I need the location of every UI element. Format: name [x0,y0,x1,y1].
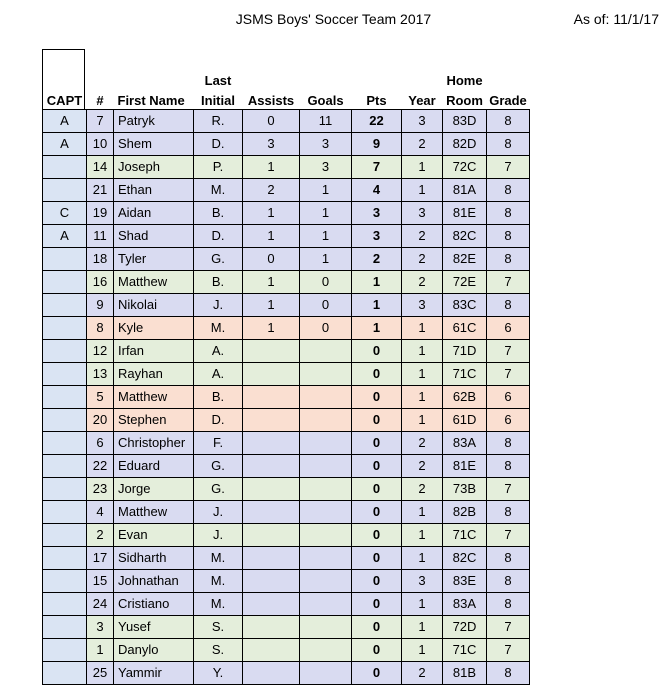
goals-cell [300,662,352,685]
grade-cell: 8 [487,294,530,317]
last-initial-cell: B. [194,271,243,294]
roster-table [42,69,530,685]
first-name-cell: Matthew [114,271,194,294]
number-cell: 19 [87,202,114,225]
year-cell: 1 [402,547,443,570]
pts-cell: 0 [352,639,402,662]
assists-cell [243,501,300,524]
year-cell: 1 [402,340,443,363]
table-row [43,294,530,317]
table-row [43,501,530,524]
goals-cell: 0 [300,294,352,317]
goals-cell [300,524,352,547]
grade-cell: 7 [487,524,530,547]
pts-cell: 0 [352,340,402,363]
table-row [43,570,530,593]
year-cell: 1 [402,524,443,547]
table-row [43,455,530,478]
first-name-cell: Evan [114,524,194,547]
home-room-cell: 83A [443,593,487,616]
goals-cell: 1 [300,202,352,225]
first-name-cell: Rayhan [114,363,194,386]
last-initial-cell: J. [194,294,243,317]
first-name-cell: Yammir [114,662,194,685]
table-row [43,386,530,409]
first-name-cell: Cristiano [114,593,194,616]
capt-cell [43,662,87,685]
col-header-capt: CAPT [46,93,83,108]
home-room-cell: 61C [443,317,487,340]
year-cell: 1 [402,639,443,662]
capt-cell [43,409,87,432]
first-name-cell: Danylo [114,639,194,662]
pts-cell: 4 [352,179,402,202]
assists-cell: 0 [243,110,300,133]
first-name-cell: Ethan [114,179,194,202]
home-room-cell: 83E [443,570,487,593]
goals-cell: 1 [300,248,352,271]
first-name-cell: Christopher [114,432,194,455]
first-name-cell: Matthew [114,501,194,524]
capt-cell [43,501,87,524]
table-row [43,202,530,225]
assists-cell [243,455,300,478]
goals-cell: 3 [300,133,352,156]
grade-cell: 8 [487,662,530,685]
number-cell: 5 [87,386,114,409]
table-row [43,639,530,662]
goals-cell [300,432,352,455]
grade-cell: 8 [487,225,530,248]
number-cell: 18 [87,248,114,271]
assists-cell: 3 [243,133,300,156]
year-cell: 2 [402,248,443,271]
first-name-cell: Shad [114,225,194,248]
number-cell: 2 [87,524,114,547]
capt-cell [43,248,87,271]
home-room-cell: 72D [443,616,487,639]
last-initial-cell: M. [194,547,243,570]
first-name-cell: Matthew [114,386,194,409]
home-room-cell: 71D [443,340,487,363]
number-cell: 10 [87,133,114,156]
col-header-assists: Assists [247,93,295,108]
pts-cell: 9 [352,133,402,156]
pts-cell: 0 [352,455,402,478]
assists-cell: 1 [243,225,300,248]
home-room-cell: 71C [443,639,487,662]
assists-cell [243,363,300,386]
assists-cell: 1 [243,271,300,294]
first-name-cell: Patryk [114,110,194,133]
pts-cell: 0 [352,363,402,386]
last-initial-cell: M. [194,179,243,202]
capt-cell [43,179,87,202]
home-room-cell: 72E [443,271,487,294]
last-initial-cell: P. [194,156,243,179]
col-header-grade: Grade [489,93,527,108]
col-header-goals: Goals [307,93,344,108]
goals-cell [300,593,352,616]
grade-cell: 7 [487,639,530,662]
year-cell: 1 [402,156,443,179]
first-name-cell: Aidan [114,202,194,225]
pts-cell: 0 [352,501,402,524]
pts-cell: 0 [352,409,402,432]
grade-cell: 6 [487,317,530,340]
pts-cell: 0 [352,570,402,593]
goals-cell [300,547,352,570]
home-room-cell: 82E [443,248,487,271]
grade-cell: 7 [487,271,530,294]
goals-cell [300,639,352,662]
first-name-cell: Eduard [114,455,194,478]
year-cell: 2 [402,432,443,455]
last-initial-cell: D. [194,133,243,156]
home-room-cell: 82D [443,133,487,156]
first-name-cell: Joseph [114,156,194,179]
year-cell: 1 [402,386,443,409]
goals-cell [300,616,352,639]
year-cell: 2 [402,662,443,685]
last-initial-cell: Y. [194,662,243,685]
first-name-cell: Tyler [114,248,194,271]
last-initial-cell: M. [194,570,243,593]
last-initial-cell: G. [194,248,243,271]
year-cell: 2 [402,133,443,156]
grade-cell: 7 [487,156,530,179]
assists-cell [243,409,300,432]
number-cell: 16 [87,271,114,294]
capt-cell: A [43,110,87,133]
assists-cell [243,340,300,363]
pts-cell: 0 [352,616,402,639]
capt-cell [43,478,87,501]
home-room-cell: 71C [443,524,487,547]
capt-cell [43,294,87,317]
year-cell: 1 [402,179,443,202]
last-initial-cell: D. [194,225,243,248]
first-name-cell: Yusef [114,616,194,639]
capt-cell [43,616,87,639]
table-row [43,248,530,271]
goals-cell [300,409,352,432]
col-header-home-top: Home [446,73,483,88]
goals-cell: 0 [300,317,352,340]
home-room-cell: 82C [443,547,487,570]
assists-cell [243,386,300,409]
capt-cell [43,570,87,593]
first-name-cell: Sidharth [114,547,194,570]
table-row [43,524,530,547]
pts-cell: 0 [352,478,402,501]
table-row [43,547,530,570]
grade-cell: 8 [487,110,530,133]
table-row [43,271,530,294]
home-room-cell: 82B [443,501,487,524]
pts-cell: 0 [352,593,402,616]
home-room-cell: 73B [443,478,487,501]
goals-cell: 1 [300,179,352,202]
home-room-cell: 61D [443,409,487,432]
first-name-cell: Shem [114,133,194,156]
assists-cell: 1 [243,156,300,179]
capt-cell: A [43,225,87,248]
pts-cell: 0 [352,547,402,570]
number-cell: 7 [87,110,114,133]
last-initial-cell: D. [194,409,243,432]
year-cell: 1 [402,616,443,639]
capt-cell [43,639,87,662]
year-cell: 3 [402,570,443,593]
last-initial-cell: M. [194,317,243,340]
year-cell: 2 [402,271,443,294]
last-initial-cell: B. [194,202,243,225]
year-cell: 3 [402,110,443,133]
number-cell: 8 [87,317,114,340]
first-name-cell: Johnathan [114,570,194,593]
capt-cell [43,340,87,363]
grade-cell: 8 [487,179,530,202]
year-cell: 2 [402,225,443,248]
table-row [43,225,530,248]
home-room-cell: 62B [443,386,487,409]
table-row [43,156,530,179]
capt-cell [43,363,87,386]
table-row [43,432,530,455]
last-initial-cell: F. [194,432,243,455]
table-row [43,593,530,616]
year-cell: 2 [402,478,443,501]
number-cell: 9 [87,294,114,317]
last-initial-cell: S. [194,616,243,639]
number-cell: 17 [87,547,114,570]
goals-cell: 3 [300,156,352,179]
number-cell: 3 [87,616,114,639]
number-cell: 14 [87,156,114,179]
capt-cell [43,156,87,179]
col-header-last-initial: Initial [201,93,235,108]
number-cell: 12 [87,340,114,363]
number-cell: 4 [87,501,114,524]
number-cell: 20 [87,409,114,432]
col-header-home-room: Room [446,93,483,108]
home-room-cell: 81E [443,202,487,225]
goals-cell: 0 [300,271,352,294]
year-cell: 3 [402,202,443,225]
home-room-cell: 81A [443,179,487,202]
first-name-cell: Nikolai [114,294,194,317]
capt-cell: C [43,202,87,225]
grade-cell: 8 [487,593,530,616]
pts-cell: 2 [352,248,402,271]
pts-cell: 1 [352,271,402,294]
assists-cell [243,432,300,455]
goals-cell [300,455,352,478]
pts-cell: 7 [352,156,402,179]
pts-cell: 0 [352,524,402,547]
capt-cell [43,386,87,409]
col-header-number: # [96,93,104,108]
number-cell: 23 [87,478,114,501]
goals-cell [300,478,352,501]
last-initial-cell: B. [194,386,243,409]
assists-cell: 2 [243,179,300,202]
grade-cell: 8 [487,501,530,524]
year-cell: 1 [402,593,443,616]
table-row [43,409,530,432]
home-room-cell: 81B [443,662,487,685]
page-title: JSMS Boys' Soccer Team 2017 [235,11,432,27]
goals-cell [300,386,352,409]
pts-cell: 3 [352,225,402,248]
capt-cell [43,547,87,570]
home-room-cell: 71C [443,363,487,386]
grade-cell: 6 [487,386,530,409]
last-initial-cell: J. [194,501,243,524]
year-cell: 2 [402,455,443,478]
capt-cell [43,593,87,616]
pts-cell: 1 [352,294,402,317]
first-name-cell: Jorge [114,478,194,501]
table-row [43,616,530,639]
grade-cell: 7 [487,363,530,386]
first-name-cell: Kyle [114,317,194,340]
last-initial-cell: R. [194,110,243,133]
assists-cell [243,616,300,639]
number-cell: 1 [87,639,114,662]
assists-cell [243,478,300,501]
year-cell: 1 [402,363,443,386]
goals-cell [300,570,352,593]
home-room-cell: 83C [443,294,487,317]
assists-cell: 1 [243,294,300,317]
home-room-cell: 82C [443,225,487,248]
grade-cell: 7 [487,340,530,363]
grade-cell: 8 [487,202,530,225]
number-cell: 24 [87,593,114,616]
year-cell: 1 [402,317,443,340]
assists-cell [243,570,300,593]
col-header-year: Year [408,93,436,108]
assists-cell [243,593,300,616]
pts-cell: 0 [352,432,402,455]
home-room-cell: 83D [443,110,487,133]
table-row [43,363,530,386]
number-cell: 21 [87,179,114,202]
number-cell: 15 [87,570,114,593]
last-initial-cell: A. [194,340,243,363]
table-row [43,110,530,133]
goals-cell [300,340,352,363]
capt-cell [43,432,87,455]
grade-cell: 7 [487,616,530,639]
home-room-cell: 81E [443,455,487,478]
pts-cell: 22 [352,110,402,133]
year-cell: 1 [402,501,443,524]
table-row [43,179,530,202]
goals-cell [300,501,352,524]
table-row [43,133,530,156]
last-initial-cell: G. [194,478,243,501]
number-cell: 13 [87,363,114,386]
number-cell: 11 [87,225,114,248]
last-initial-cell: S. [194,639,243,662]
assists-cell: 1 [243,317,300,340]
capt-cell [43,271,87,294]
grade-cell: 8 [487,570,530,593]
grade-cell: 8 [487,432,530,455]
last-initial-cell: A. [194,363,243,386]
first-name-cell: Irfan [114,340,194,363]
goals-cell: 1 [300,225,352,248]
year-cell: 1 [402,409,443,432]
pts-cell: 1 [352,317,402,340]
capt-cell: A [43,133,87,156]
pts-cell: 0 [352,386,402,409]
year-cell: 3 [402,294,443,317]
last-initial-cell: J. [194,524,243,547]
roster-body [43,110,530,685]
first-name-cell: Stephen [114,409,194,432]
grade-cell: 6 [487,409,530,432]
assists-cell [243,662,300,685]
number-cell: 6 [87,432,114,455]
grade-cell: 8 [487,248,530,271]
assists-cell [243,639,300,662]
last-initial-cell: G. [194,455,243,478]
assists-cell: 0 [243,248,300,271]
grade-cell: 8 [487,133,530,156]
assists-cell [243,524,300,547]
home-room-cell: 72C [443,156,487,179]
table-row [43,478,530,501]
capt-cell [43,317,87,340]
pts-cell: 3 [352,202,402,225]
pts-cell: 0 [352,662,402,685]
number-cell: 22 [87,455,114,478]
home-room-cell: 83A [443,432,487,455]
assists-cell [243,547,300,570]
table-row [43,340,530,363]
grade-cell: 8 [487,455,530,478]
table-row [43,317,530,340]
assists-cell: 1 [243,202,300,225]
col-header-last-top: Last [204,73,232,88]
capt-cell [43,455,87,478]
grade-cell: 7 [487,478,530,501]
as-of-date: As of: 11/1/17 [573,11,659,27]
col-header-first-name: First Name [117,93,185,108]
capt-cell [43,524,87,547]
table-row [43,662,530,685]
last-initial-cell: M. [194,593,243,616]
col-header-pts: Pts [366,93,387,108]
number-cell: 25 [87,662,114,685]
grade-cell: 8 [487,547,530,570]
goals-cell: 11 [300,110,352,133]
goals-cell [300,363,352,386]
